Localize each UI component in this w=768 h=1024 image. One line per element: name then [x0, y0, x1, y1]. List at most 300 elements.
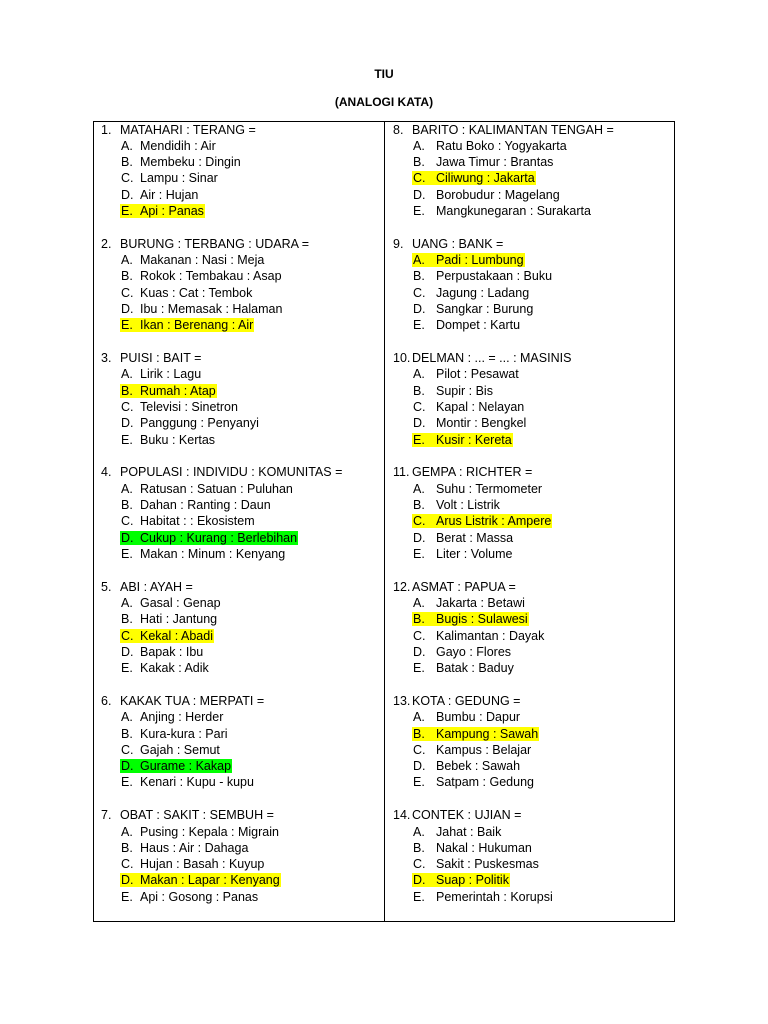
question-number: 11. [393, 465, 410, 480]
answer-content [412, 155, 554, 169]
answer-content [412, 890, 554, 904]
answer-content [120, 188, 199, 202]
question-block [101, 464, 342, 562]
question-block [393, 350, 571, 448]
option-text: Berat : Massa [436, 530, 514, 545]
option-text: Bebek : Sawah [436, 759, 521, 774]
option-text: Bumbu : Dapur [436, 710, 521, 725]
option-text: Gayo : Flores [436, 644, 512, 659]
option-letter: B. [413, 269, 425, 284]
question-block [393, 236, 553, 334]
answer-content [412, 204, 592, 218]
question-text: ASMAT : PAPUA = [412, 579, 516, 594]
option-text: Panggung : Penyanyi [140, 416, 259, 431]
answer-content [120, 253, 265, 267]
answer-highlight [412, 171, 536, 185]
option-text: Suhu : Termometer [436, 481, 543, 496]
answer-option [101, 628, 222, 644]
question-number: 4. [101, 465, 112, 480]
option-letter: C. [121, 742, 134, 757]
answer-content [120, 645, 204, 659]
answer-option [101, 317, 309, 333]
answer-content [412, 302, 534, 316]
option-letter: E. [413, 661, 425, 676]
option-letter: E. [121, 661, 133, 676]
answer-content [120, 890, 259, 904]
answer-option [101, 513, 342, 529]
answer-option [393, 268, 553, 284]
option-text: Pemerintah : Korupsi [436, 889, 553, 904]
answer-content [120, 727, 229, 741]
option-letter: B. [121, 726, 133, 741]
question-text: MATAHARI : TERANG = [120, 122, 256, 137]
option-text: Perpustakaan : Buku [436, 269, 553, 284]
answer-content [412, 841, 533, 855]
answer-content [412, 269, 553, 283]
option-letter: D. [121, 530, 134, 545]
question-block [101, 122, 256, 220]
answer-content [120, 155, 242, 169]
answer-highlight [412, 433, 513, 447]
option-text: Ratusan : Satuan : Puluhan [140, 481, 293, 496]
answer-content [120, 661, 210, 675]
answer-option [393, 513, 552, 529]
option-text: Gajah : Semut [140, 742, 220, 757]
answer-option [393, 187, 614, 203]
answer-content [412, 498, 501, 512]
option-text: Lirik : Lagu [140, 367, 202, 382]
answer-content [120, 286, 253, 300]
answer-content [120, 841, 249, 855]
answer-content [412, 629, 545, 643]
answer-option [101, 840, 281, 856]
answer-content [412, 775, 535, 789]
option-letter: A. [413, 138, 425, 153]
question-block [101, 350, 260, 448]
option-letter: E. [121, 889, 133, 904]
option-letter: E. [121, 775, 133, 790]
answer-option [101, 856, 281, 872]
answer-option [101, 432, 260, 448]
option-letter: B. [121, 497, 133, 512]
question-number: 5. [101, 579, 112, 594]
answer-content [412, 139, 568, 153]
answer-option [393, 317, 553, 333]
answer-content [412, 400, 525, 414]
answer-option [393, 415, 571, 431]
answer-content [412, 286, 530, 300]
option-text: Kusir : Kereta [436, 432, 512, 447]
answer-content [120, 775, 255, 789]
option-text: Membeku : Dingin [140, 155, 241, 170]
option-text: Api : Gosong : Panas [140, 889, 259, 904]
answer-option [101, 301, 309, 317]
option-letter: A. [413, 253, 425, 268]
answer-option [393, 726, 539, 742]
option-letter: C. [121, 171, 134, 186]
answer-content [120, 367, 202, 381]
option-text: Jawa Timur : Brantas [436, 155, 554, 170]
option-letter: C. [413, 514, 426, 529]
question-text: BARITO : KALIMANTAN TENGAH = [412, 122, 614, 137]
answer-highlight [412, 873, 510, 887]
answer-option [393, 546, 552, 562]
question-number: 9. [393, 236, 404, 251]
option-text: Dahan : Ranting : Daun [140, 497, 271, 512]
option-text: Makan : Minum : Kenyang [140, 546, 286, 561]
option-letter: E. [413, 432, 425, 447]
answer-content [412, 547, 513, 561]
answer-content [120, 857, 265, 871]
answer-content [412, 188, 561, 202]
option-letter: B. [121, 612, 133, 627]
option-text: Gurame : Kakap [140, 759, 232, 774]
option-letter: B. [413, 612, 425, 627]
option-letter: D. [413, 530, 426, 545]
answer-option [101, 774, 264, 790]
option-text: Sakit : Puskesmas [436, 857, 539, 872]
answer-option [101, 530, 342, 546]
answer-option [393, 709, 539, 725]
option-letter: B. [413, 840, 425, 855]
answer-option [393, 595, 545, 611]
answer-option [393, 824, 554, 840]
question-block [101, 236, 309, 334]
option-text: Kapal : Nelayan [436, 399, 525, 414]
answer-highlight [120, 629, 214, 643]
option-letter: C. [413, 628, 426, 643]
option-letter: E. [413, 775, 425, 790]
answer-content [120, 433, 216, 447]
option-text: Hujan : Basah : Kuyup [140, 857, 265, 872]
question-number: 7. [101, 808, 112, 823]
question-text: BURUNG : TERBANG : UDARA = [120, 236, 310, 251]
answer-option [393, 366, 571, 382]
answer-content [412, 759, 521, 773]
answer-option [393, 774, 539, 790]
answer-content [412, 825, 502, 839]
answer-content [120, 743, 221, 757]
question-block [393, 579, 545, 677]
answer-option [393, 872, 554, 888]
option-letter: E. [413, 318, 425, 333]
answer-option [393, 170, 614, 186]
option-letter: E. [413, 203, 425, 218]
option-text: Haus : Air : Dahaga [140, 840, 249, 855]
option-letter: A. [121, 481, 133, 496]
option-letter: A. [121, 253, 133, 268]
answer-option [393, 285, 553, 301]
answer-option [101, 138, 256, 154]
answer-content [412, 596, 526, 610]
answer-content [412, 645, 512, 659]
page-title: TIU [374, 67, 394, 81]
option-letter: C. [413, 857, 426, 872]
answer-highlight [120, 873, 281, 887]
option-letter: D. [121, 187, 134, 202]
option-letter: B. [121, 269, 133, 284]
answer-option [393, 203, 614, 219]
option-letter: D. [413, 644, 426, 659]
question-block [393, 464, 552, 562]
option-text: Kura-kura : Pari [140, 726, 228, 741]
option-letter: B. [121, 840, 133, 855]
answer-option [101, 709, 264, 725]
option-text: Rumah : Atap [140, 383, 216, 398]
answer-option [101, 268, 309, 284]
option-letter: A. [121, 367, 133, 382]
option-letter: D. [121, 416, 134, 431]
answer-option [101, 742, 264, 758]
answer-option [101, 187, 256, 203]
option-text: Kampung : Sawah [436, 726, 539, 741]
option-letter: C. [121, 285, 134, 300]
answer-highlight [412, 727, 539, 741]
answer-content [120, 825, 280, 839]
answer-option [393, 252, 553, 268]
option-text: Batak : Baduy [436, 661, 514, 676]
question-block [393, 693, 539, 791]
option-letter: C. [413, 171, 426, 186]
option-text: Volt : Listrik [436, 497, 500, 512]
answer-option [393, 432, 571, 448]
answer-content [120, 596, 222, 610]
option-text: Gasal : Genap [140, 595, 221, 610]
option-letter: A. [413, 824, 425, 839]
option-letter: D. [413, 873, 426, 888]
option-text: Air : Hujan [140, 187, 199, 202]
answer-option [101, 611, 222, 627]
option-text: Televisi : Sinetron [140, 399, 238, 414]
option-text: Bugis : Sulawesi [436, 612, 528, 627]
option-text: Cukup : Kurang : Berlebihan [140, 530, 298, 545]
option-text: Bapak : Ibu [140, 644, 204, 659]
answer-option [393, 301, 553, 317]
answer-option [393, 758, 539, 774]
answer-content [120, 269, 283, 283]
option-text: Mangkunegaran : Surakarta [436, 203, 591, 218]
option-text: Nakal : Hukuman [436, 840, 532, 855]
answer-option [101, 252, 309, 268]
option-letter: A. [413, 367, 425, 382]
answer-option [393, 840, 554, 856]
question-text: PUISI : BAIT = [120, 351, 202, 366]
question-text: OBAT : SAKIT : SEMBUH = [120, 808, 274, 823]
question-block [393, 807, 554, 905]
answer-option [101, 399, 260, 415]
option-text: Ciliwung : Jakarta [436, 171, 535, 186]
question-number: 12. [393, 579, 411, 594]
answer-content [120, 710, 224, 724]
option-text: Makan : Lapar : Kenyang [140, 873, 280, 888]
question-block [393, 122, 614, 220]
answer-option [393, 742, 539, 758]
answer-highlight [120, 384, 217, 398]
option-letter: D. [413, 416, 426, 431]
answer-option [101, 383, 260, 399]
question-text: DELMAN : ... = ... : MASINIS [412, 351, 572, 366]
question-block [101, 807, 281, 905]
answer-option [393, 644, 545, 660]
answer-option [393, 530, 552, 546]
answer-highlight [120, 204, 205, 218]
answer-option [101, 595, 222, 611]
option-letter: E. [121, 318, 133, 333]
answer-option [101, 415, 260, 431]
answer-content [120, 547, 286, 561]
option-text: Liter : Volume [436, 546, 513, 561]
option-text: Lampu : Sinar [140, 171, 218, 186]
option-letter: A. [413, 595, 425, 610]
option-letter: E. [121, 546, 133, 561]
option-letter: A. [413, 481, 425, 496]
option-text: Pusing : Kepala : Migrain [140, 824, 279, 839]
question-text: GEMPA : RICHTER = [412, 465, 533, 480]
answer-option [101, 644, 222, 660]
option-letter: E. [413, 546, 425, 561]
answer-content [412, 743, 532, 757]
question-text: UANG : BANK = [412, 236, 504, 251]
option-letter: B. [121, 383, 133, 398]
question-block [101, 579, 222, 677]
option-letter: D. [121, 759, 134, 774]
option-text: Padi : Lumbung [436, 253, 524, 268]
option-text: Kakak : Adik [140, 661, 209, 676]
option-text: Sangkar : Burung [436, 301, 534, 316]
option-letter: C. [413, 285, 426, 300]
option-text: Supir : Bis [436, 383, 493, 398]
answer-content [120, 416, 260, 430]
question-block [101, 693, 264, 791]
question-number: 3. [101, 351, 112, 366]
option-text: Arus Listrik : Ampere [436, 514, 552, 529]
answer-option [393, 628, 545, 644]
answer-option [101, 203, 256, 219]
option-text: Hati : Jantung [140, 612, 218, 627]
question-number: 14. [393, 808, 411, 823]
option-letter: D. [121, 301, 134, 316]
answer-content [412, 416, 527, 430]
answer-highlight [412, 612, 529, 626]
option-letter: A. [413, 710, 425, 725]
option-text: Kampus : Belajar [436, 742, 532, 757]
option-letter: D. [121, 644, 134, 659]
answer-option [393, 383, 571, 399]
option-text: Makanan : Nasi : Meja [140, 253, 265, 268]
option-letter: D. [413, 187, 426, 202]
option-letter: E. [121, 203, 133, 218]
question-number: 2. [101, 236, 112, 251]
option-text: Rokok : Tembakau : Asap [140, 269, 282, 284]
answer-option [393, 481, 552, 497]
option-letter: A. [121, 710, 133, 725]
option-text: Montir : Bengkel [436, 416, 527, 431]
answer-option [101, 497, 342, 513]
answer-content [412, 710, 521, 724]
question-number: 8. [393, 122, 404, 137]
answer-option [101, 481, 342, 497]
option-letter: B. [413, 155, 425, 170]
answer-option [101, 285, 309, 301]
option-text: Jahat : Baik [436, 824, 502, 839]
option-text: Ibu : Memasak : Halaman [140, 301, 283, 316]
option-letter: A. [121, 138, 133, 153]
answer-option [393, 611, 545, 627]
option-text: Pilot : Pesawat [436, 367, 519, 382]
answer-option [101, 660, 222, 676]
answer-highlight [120, 531, 298, 545]
answer-content [412, 482, 543, 496]
option-letter: B. [121, 155, 133, 170]
answer-content [120, 139, 217, 153]
answer-highlight [120, 318, 254, 332]
answer-content [412, 531, 514, 545]
option-text: Jakarta : Betawi [436, 595, 525, 610]
question-number: 1. [101, 122, 112, 137]
answer-option [101, 366, 260, 382]
option-letter: D. [121, 873, 134, 888]
question-text: KAKAK TUA : MERPATI = [120, 694, 265, 708]
option-letter: A. [121, 824, 133, 839]
answer-content [120, 302, 283, 316]
option-text: Kalimantan : Dayak [436, 628, 545, 643]
question-number: 10. [393, 351, 411, 366]
answer-option [101, 824, 281, 840]
answer-highlight [412, 253, 525, 267]
option-letter: A. [121, 595, 133, 610]
option-text: Ratu Boko : Yogyakarta [436, 138, 567, 153]
answer-option [101, 154, 256, 170]
answer-content [120, 400, 239, 414]
option-letter: B. [413, 726, 425, 741]
option-text: Anjing : Herder [140, 710, 224, 725]
option-letter: E. [121, 432, 133, 447]
option-letter: C. [121, 857, 134, 872]
answer-option [393, 399, 571, 415]
option-letter: D. [413, 301, 426, 316]
answer-option [101, 872, 281, 888]
question-text: POPULASI : INDIVIDU : KOMUNITAS = [120, 465, 343, 480]
answer-option [393, 154, 614, 170]
option-text: Ikan : Berenang : Air [140, 318, 254, 333]
option-letter: C. [413, 742, 426, 757]
answer-option [101, 889, 281, 905]
option-text: Jagung : Ladang [436, 285, 530, 300]
answer-content [412, 857, 540, 871]
option-text: Suap : Politik [436, 873, 509, 888]
answer-content [120, 171, 219, 185]
question-text: KOTA : GEDUNG = [412, 694, 521, 708]
answer-content [120, 612, 218, 626]
option-letter: C. [413, 399, 426, 414]
option-text: Habitat : : Ekosistem [140, 514, 255, 529]
column-divider [384, 121, 385, 922]
option-text: Kekal : Abadi [140, 628, 213, 643]
answer-content [412, 318, 521, 332]
option-letter: B. [413, 383, 425, 398]
option-letter: C. [121, 514, 134, 529]
option-text: Kuas : Cat : Tembok [140, 285, 253, 300]
answer-option [393, 889, 554, 905]
option-letter: C. [121, 628, 134, 643]
page-subtitle: (ANALOGI KATA) [334, 95, 434, 109]
answer-option [101, 170, 256, 186]
answer-content [412, 367, 520, 381]
answer-option [393, 497, 552, 513]
option-letter: D. [413, 759, 426, 774]
question-text: ABI : AYAH = [120, 579, 193, 594]
answer-content [412, 384, 494, 398]
